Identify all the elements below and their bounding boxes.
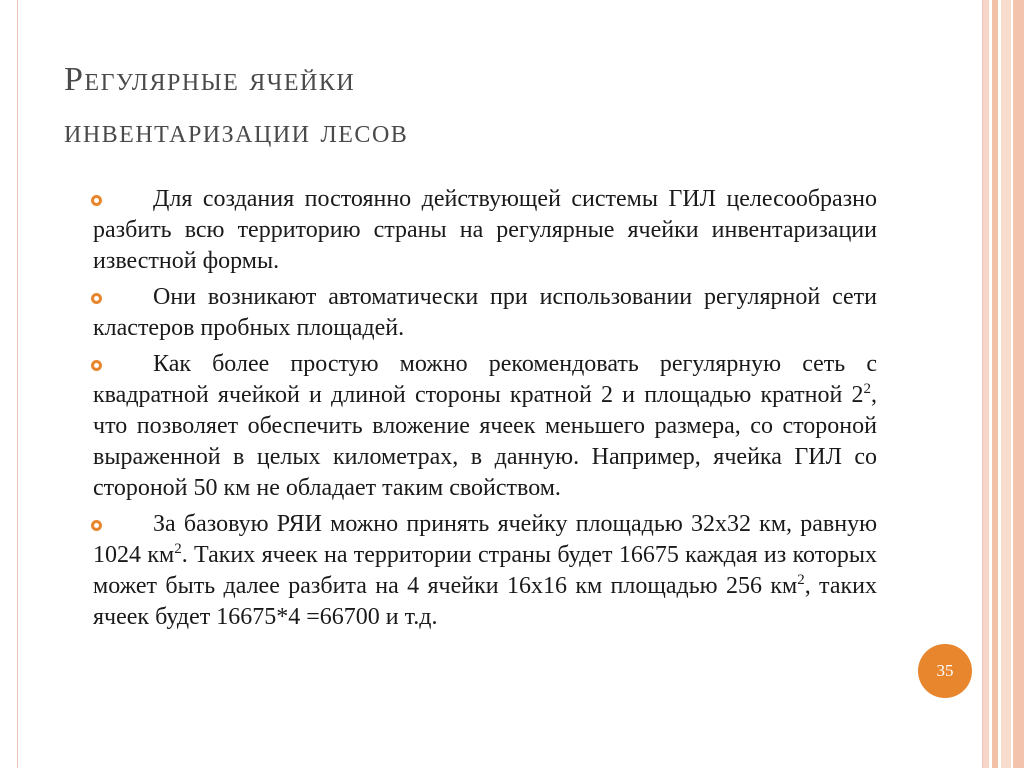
circle-bullet-icon: [91, 360, 102, 371]
decor-stripe: [1001, 0, 1011, 768]
circle-bullet-icon: [91, 520, 102, 531]
circle-bullet-icon: [91, 293, 102, 304]
bullet-text: Как более простую можно рекомендовать регулярную сеть с квадратной ячейкой и длиной стороны кратной 2 и площадью кратной 2: [93, 351, 877, 408]
superscript: 2: [174, 541, 182, 557]
title-line-1: Регулярные ячейки: [64, 61, 356, 98]
page-number-badge: 35: [918, 644, 972, 698]
slide-title: [64, 54, 864, 158]
bullet-text: Для создания постоянно действующей системы ГИЛ целесообразно разбить всю территорию страны на регулярные ячейки инвентаризации известной формы.: [93, 186, 877, 274]
title-line-2: инвентаризации лесов: [64, 113, 409, 150]
decor-stripe: [1013, 0, 1024, 768]
bullet-text: За базовую РЯИ можно принять ячейку площадью 32x32 км, равную 1024 км: [93, 511, 877, 568]
superscript: 2: [863, 381, 871, 397]
bullet-item-4: [93, 509, 877, 633]
bullet-item-1: [93, 184, 877, 277]
bullet-text: , что позволяет обеспечить вложение ячеек меньшего размера, со стороной выраженной в целых километрах, в данную. Например, ячейка ГИЛ со стороной 50 км не обладает таким свойством.: [93, 382, 877, 501]
bullet-text: . Таких ячеек на территории страны будет 16675 каждая из которых может быть далее разбита на 4 ячейки 16x16 км площадью 256 км: [93, 542, 877, 599]
bullet-text: , таких ячеек будет 16675*4 =66700 и т.д.: [93, 573, 877, 630]
superscript: 2: [797, 572, 805, 588]
circle-bullet-icon: [91, 195, 102, 206]
bullet-item-3: [93, 349, 877, 504]
bullet-item-2: [93, 282, 877, 344]
bullet-list: [93, 184, 877, 638]
bullet-text: Они возникают автоматически при использовании регулярной сети кластеров пробных площадей.: [93, 284, 877, 341]
